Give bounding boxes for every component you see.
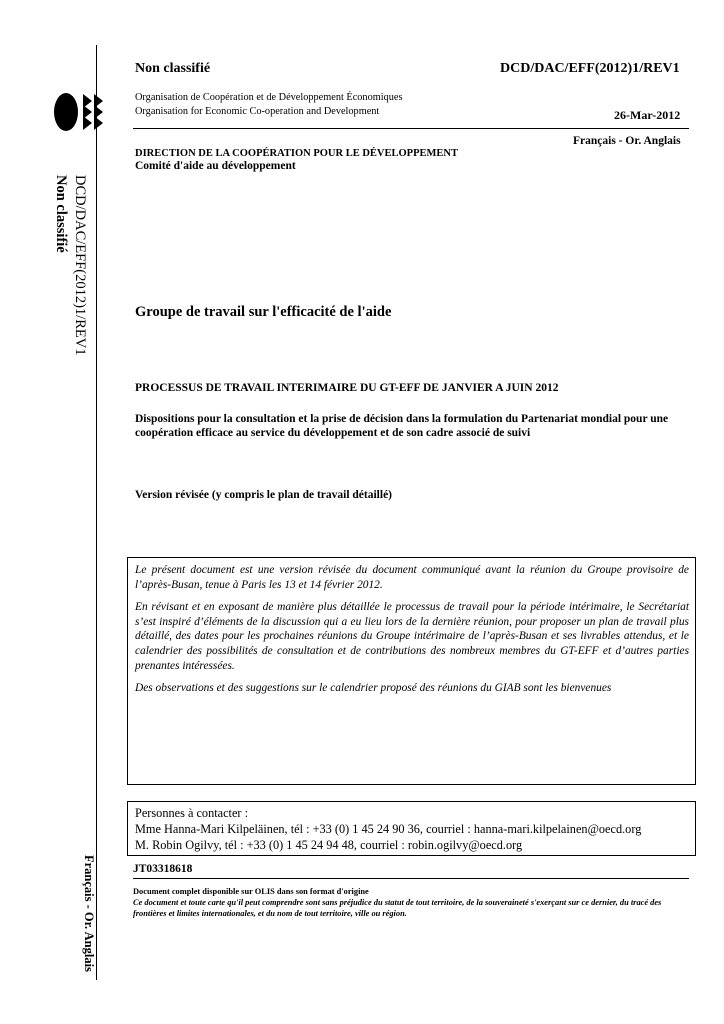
jt-number: JT03318618 [133,863,193,875]
side-doc-ref: DCD/DAC/EFF(2012)1/REV1 [72,175,88,356]
header-rule [133,128,689,129]
notice-paragraph-1: Le présent document est une version révisée du document communiqué avant la réunion du Groupe provisoire de l’après-Busan, tenue à Paris les 13 et 14 février 2012. [135,564,689,591]
side-language: Français - Or. Anglais [82,855,96,972]
version-note: Version révisée (y compris le plan de travail détaillé) [135,489,393,501]
notice-paragraph-3: Des observations et des suggestions sur le calendrier proposé des réunions du GIAB sont les bienvenues [135,682,612,695]
language-label: Français - Or. Anglais [573,135,681,147]
contact-1: Mme Hanna-Mari Kilpeläinen, tél : +33 (0) 1 45 24 90 36, courriel : hanna-mari.kilpelainen@oecd.org [135,822,642,836]
org-name-en: Organisation for Economic Co-operation and Development [135,106,380,117]
oecd-logo [52,90,106,134]
directorate-name: DIRECTION DE LA COOPÉRATION POUR LE DÉVELOPPEMENT [135,148,459,159]
group-title: Groupe de travail sur l'efficacité de l'aide [135,304,392,320]
subtitle: Dispositions pour la consultation et la prise de décision dans la formulation du Partenariat mondial pour une coopération efficace au service du développement et de son cadre associé de suivi [135,413,669,439]
document-date: 26-Mar-2012 [614,108,681,122]
notice-paragraph-2: En révisant et en exposant de manière plus détaillée le processus de travail pour la période intérimaire, le Secrétariat s’est inspiré d’éléments de la discussion qui a eu lieu lors de la dernière réunion, pour proposer un plan de travail plus détaillé, des dates pour les prochaines réunions du Groupe intérimaire de l’après-Busan et ses livrables attendus, et le calendrier des possibilités de consultation et de contributions des nombreux membres du GT-EFF et d’autres parties prenantes intéressées. [135,601,689,672]
oecd-logo-icon [52,90,106,134]
margin-rule [96,45,97,980]
contact-2: M. Robin Ogilvy, tél : +33 (0) 1 45 24 94 48, courriel : robin.ogilvy@oecd.org [135,838,523,852]
side-classification: Non classifié [53,175,69,253]
disclaimer: Ce document et toute carte qu'il peut comprendre sont sans préjudice du statut de tout territoire, de la souveraineté s'exerçant sur ce dernier, du tracé des frontières et limites internationales, et du nom de tout territoire, ville ou région. [133,898,662,918]
notice-box [127,557,696,785]
olis-note: Document complet disponible sur OLIS dans son format d'origine [133,887,369,896]
document-reference: DCD/DAC/EFF(2012)1/REV1 [500,61,680,76]
committee-name: Comité d'aide au développement [135,160,296,172]
contacts-box [127,801,696,856]
org-name-fr: Organisation de Coopération et de Développement Économiques [135,92,403,103]
contacts-heading: Personnes à contacter : [135,806,249,820]
footer-rule [133,878,689,879]
process-title: PROCESSUS DE TRAVAIL INTERIMAIRE DU GT-EFF DE JANVIER A JUIN 2012 [135,382,559,394]
classification-label: Non classifié [135,61,211,76]
